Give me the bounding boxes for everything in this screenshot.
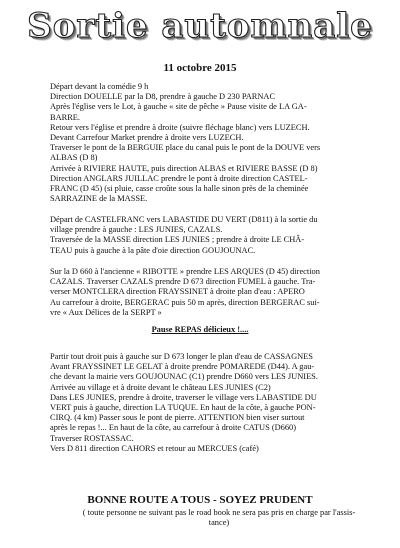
page-title: Sortie automnale (27, 6, 373, 46)
lunch-pause: Pause REPAS délicieux !.... (151, 325, 249, 334)
disclaimer-note: ( toute personne ne suivant pas le road book ne sera pas pris en charge par l'assis- tance) (82, 508, 356, 528)
event-date: 11 octobre 2015 (163, 62, 237, 74)
itinerary-ribotte: Sur la D 660 à l'ancienne « RIBOTTE » prendre LES ARQUES (D 45) direction CAZALS. Traverser CAZALS prendre D 673 direction FUMEL à gauche. Tra- verser MONTCLERA direction FRAYSSINET à droite plan d'eau : APERO Au carrefour à droite, BERGERAC puis 50 m après, direction BERGERAC sui- vre « Aux Délices de la SERPT » (50, 267, 320, 317)
safety-slogan: BONNE ROUTE A TOUS - SOYEZ PRUDENT (87, 494, 313, 506)
itinerary-departure: Départ devant la comédie 9 h Direction DOUELLE par la D8, prendre à gauche D 230 PARNAC Après l'église vers le Lot, à gauche « site de pêche » Pause visite de LA GA- BARRE. Retour vers l'église et prendre à droite (suivre fléchage blanc) vers LUZECH. Devant Carrefour Market prendre à droite vers LUZECH. Traverser le pont de la BERGUIE place du canal puis le pont de la DOUVE vers ALBAS (D 8) Arrivée à RIVIERE HAUTE, puis direction ALBAS et RIVIERE BASSE (D 8) Direction ANGLARS JUILLAC prendre le pont à droite direction CASTEL- FRANC (D 45) (si pluie, casse croûte sous la halle sinon près de la cheminée SARRAZINE de la MASSE. (50, 82, 321, 204)
itinerary-castelfranc: Départ de CASTELFRANC vers LABASTIDE DU VERT (D811) à la sortie du village prendre à gauche : LES JUNIES, CAZALS. Traversée de la MASSE direction LES JUNIES ; prendre à droite LE CHÂ- TEAU puis à gauche à la pâte d'oie direction GOUJOUNAC. (50, 215, 318, 255)
itinerary-return: Partir tout droit puis à gauche sur D 673 longer le plan d'eau de CASSAGNES Avant FRAYSSINET LE GELAT à droite prendre POMAREDE (D44). A gau- che devant la mairie vers GOUJOUNAC (C1) prendre D660 vers LES JUNIES. Arrivée au village et à droite devant le château LES JUNIES (C2) Dans LES JUNIES, prendre à droite, traverser le village vers LABASTIDE DU VERT puis à gauche, direction LA TUQUE. En haut de la côte, à gauche PON- CIRQ. (4 km) Passer sous le pont de pierre. ATTENTION bien viser surtout après le repas !... En haut de la côte, au carrefour à droite CATUS (D660) Traverser ROSTASSAC. Vers D 811 direction CAHORS et retour au MERCUES (café) (50, 352, 318, 453)
